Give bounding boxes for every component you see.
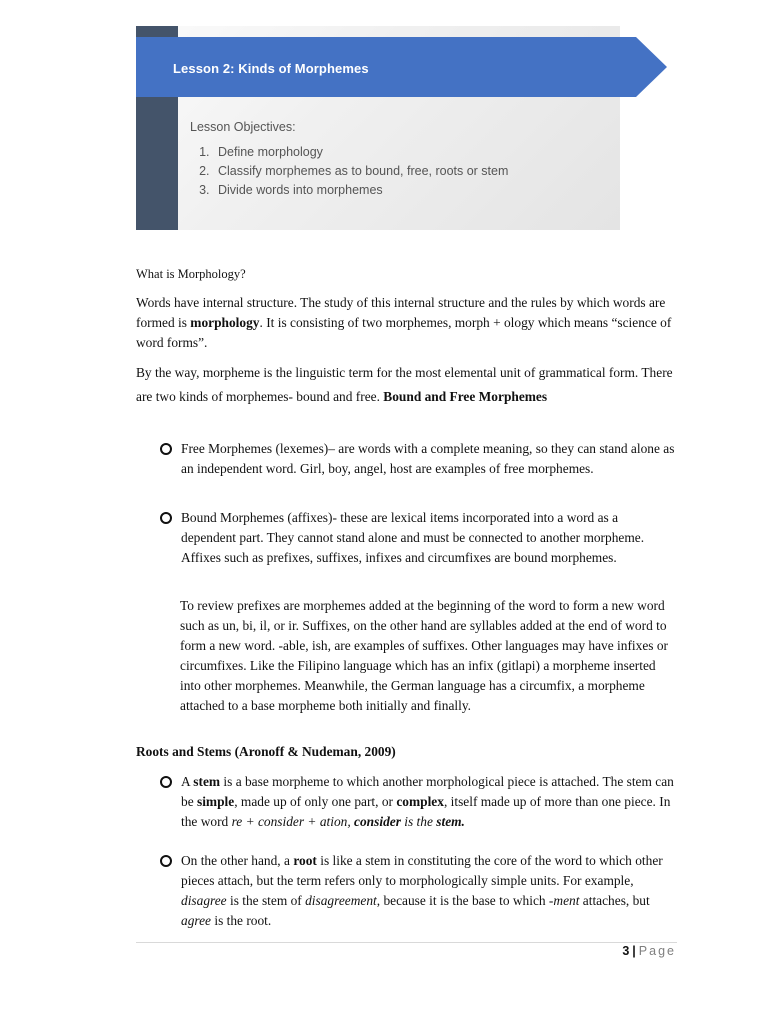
bullet-text [181, 851, 676, 931]
term-stem: stem [193, 774, 221, 789]
text-run: , because it is the base to which - [376, 893, 554, 908]
objective-item: 1. Define morphology [213, 144, 508, 160]
text-run: By the way, morpheme is the linguistic term for the most elemental unit of grammatical form. There are two kinds of morphemes- bound and free. [136, 365, 673, 404]
text-run: , made up of only one part, or [234, 794, 397, 809]
bullet-text: Bound Morphemes (affixes)- these are lexical items incorporated into a word as a dependent part. They cannot stand alone and must be connected to another morpheme. Affixes such as prefixes, suffixes, infixes and circumfixes are bound morphemes. [181, 510, 645, 565]
objectives-heading: Lesson Objectives: [190, 120, 296, 134]
objective-item: 3. Divide words into morphemes [213, 182, 508, 198]
lesson-title: Lesson 2: Kinds of Morphemes [173, 61, 369, 76]
lesson-objectives [190, 120, 508, 201]
text-run: . It is consisting of two morphemes, morph + ology which means “science of word forms”. [136, 315, 672, 350]
page-label: Page [638, 944, 676, 958]
term-ment: ment [553, 893, 580, 908]
term-simple: simple [197, 794, 235, 809]
bullet-text [181, 772, 676, 832]
text-run: is a base morpheme to which another morphological piece is attached. The stem can be [181, 774, 674, 809]
footer-separator: | [632, 944, 636, 958]
bullet-circle-icon [160, 855, 172, 867]
bullet-circle-icon [160, 443, 172, 455]
text-run: is the [400, 814, 437, 829]
page-number: 3 [622, 944, 630, 958]
bullet-text: Free Morphemes (lexemes)– are words with a complete meaning, so they can stand alone as an independent word. Girl, boy, angel, host are examples of free morphemes. [181, 441, 675, 476]
bullet-stem [160, 772, 676, 832]
bullet-bound-morphemes [160, 508, 676, 568]
term-root: root [293, 853, 317, 868]
heading-text: Roots and Stems (Aronoff & Nudeman, 2009) [136, 744, 396, 759]
paragraph-affix-review: To review prefixes are morphemes added at the beginning of the word to form a new word such as un, bi, il, or ir. Suffixes, on the other hand are syllables added at the end of word to form a new word. -able, ish, are examples of suffixes. Other languages may have infixes or circumfixes. Like the Filipino language which has an infix (gitlapi) a morpheme inserted into other morphemes. Meanwhile, the German language has a circumfix, a morpheme attached to a base morpheme both initially and finally. [180, 598, 668, 713]
footer-divider [136, 942, 677, 943]
text-run: A [181, 774, 194, 789]
bullet-free-morphemes [160, 439, 676, 479]
term-morphology: morphology [190, 315, 260, 330]
bullet-circle-icon [160, 512, 172, 524]
bullet-root [160, 851, 676, 931]
term-complex: complex [396, 794, 444, 809]
term-agree: agree [181, 913, 211, 928]
example-word-parts: re + consider + ation, [231, 814, 355, 829]
text-run: , itself made up of more than one piece. In the word [181, 794, 671, 829]
term-consider: consider [354, 814, 401, 829]
paragraph-morpheme-definition [136, 361, 676, 409]
objective-item: 2. Classify morphemes as to bound, free, roots or stem [213, 163, 508, 179]
section-heading-roots-stems [136, 742, 676, 762]
text-run: attaches, but [579, 893, 650, 908]
text-run: On the other hand, a [181, 853, 294, 868]
bullet-circle-icon [160, 776, 172, 788]
morphology-question: What is Morphology? [136, 267, 246, 281]
term-disagree: disagree [181, 893, 227, 908]
text-run: is the root. [211, 913, 272, 928]
term-disagreement: disagreement [305, 893, 377, 908]
term-stem-end: stem. [436, 814, 465, 829]
text-run: Words have internal structure. The study of this internal structure and the rules by which words are formed is [136, 295, 666, 330]
paragraph-morphology-definition [136, 293, 676, 353]
text-run: is like a stem in constituting the core of the word to which other pieces attach, but the term refers only to morphologically simple units. For example, [181, 853, 663, 888]
page-footer [622, 944, 676, 958]
text-run: is the stem of [226, 893, 306, 908]
section-heading-bound-free: Bound and Free Morphemes [383, 389, 548, 404]
objectives-list [190, 144, 508, 198]
